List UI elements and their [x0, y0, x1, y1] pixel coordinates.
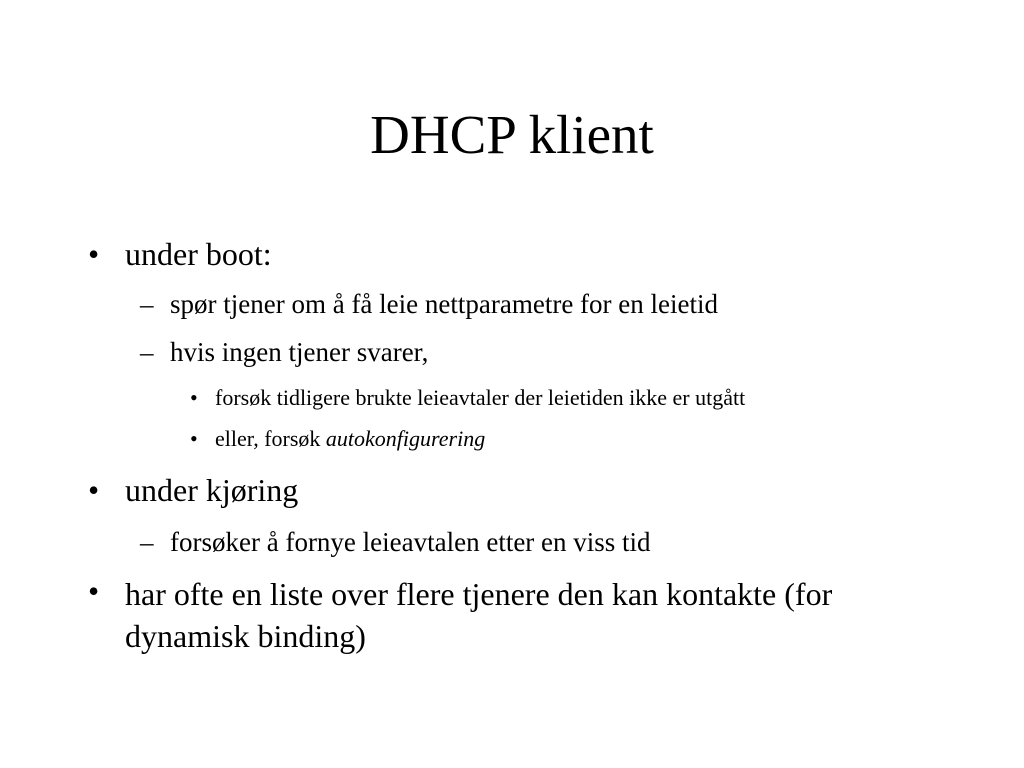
bullet-marker: •	[88, 472, 100, 508]
bullet-item	[0, 236, 1024, 276]
bullet-marker: •	[190, 385, 198, 410]
bullet-text: under kjøring	[125, 472, 299, 508]
dash-marker: –	[140, 337, 154, 367]
sub-bullet-item	[0, 527, 1024, 561]
plain-text: eller, forsøk	[215, 426, 326, 451]
sub-sub-bullet-text: forsøk tidligere brukte leieavtaler der leietiden ikke er utgått	[215, 385, 746, 410]
bullet-text: under boot:	[125, 236, 272, 272]
bullet-item	[0, 573, 1024, 663]
sub-bullet-text: forsøker å fornye leieavtalen etter en viss tid	[170, 527, 651, 557]
dash-marker: –	[140, 527, 154, 557]
bullet-marker: •	[88, 573, 100, 609]
bullet-item	[0, 472, 1024, 512]
slide-title: DHCP klient	[370, 104, 654, 165]
sub-sub-bullet-item	[0, 385, 1024, 413]
sub-bullet-item	[0, 289, 1024, 323]
sub-bullet-text: hvis ingen tjener svarer,	[170, 337, 429, 367]
bullet-marker: •	[88, 236, 100, 272]
sub-bullet-item	[0, 337, 1024, 371]
dash-marker: –	[140, 289, 154, 319]
bullet-marker: •	[190, 426, 198, 451]
sub-sub-bullet-text	[215, 426, 485, 452]
bullet-text: har ofte en liste over flere tjenere den kan kontakte (for dynamisk binding)	[125, 576, 833, 654]
sub-bullet-text: spør tjener om å få leie nettparametre for en leietid	[170, 289, 718, 319]
emphasized-text: autokonfigurering	[325, 426, 486, 451]
sub-sub-bullet-item	[0, 426, 1024, 454]
